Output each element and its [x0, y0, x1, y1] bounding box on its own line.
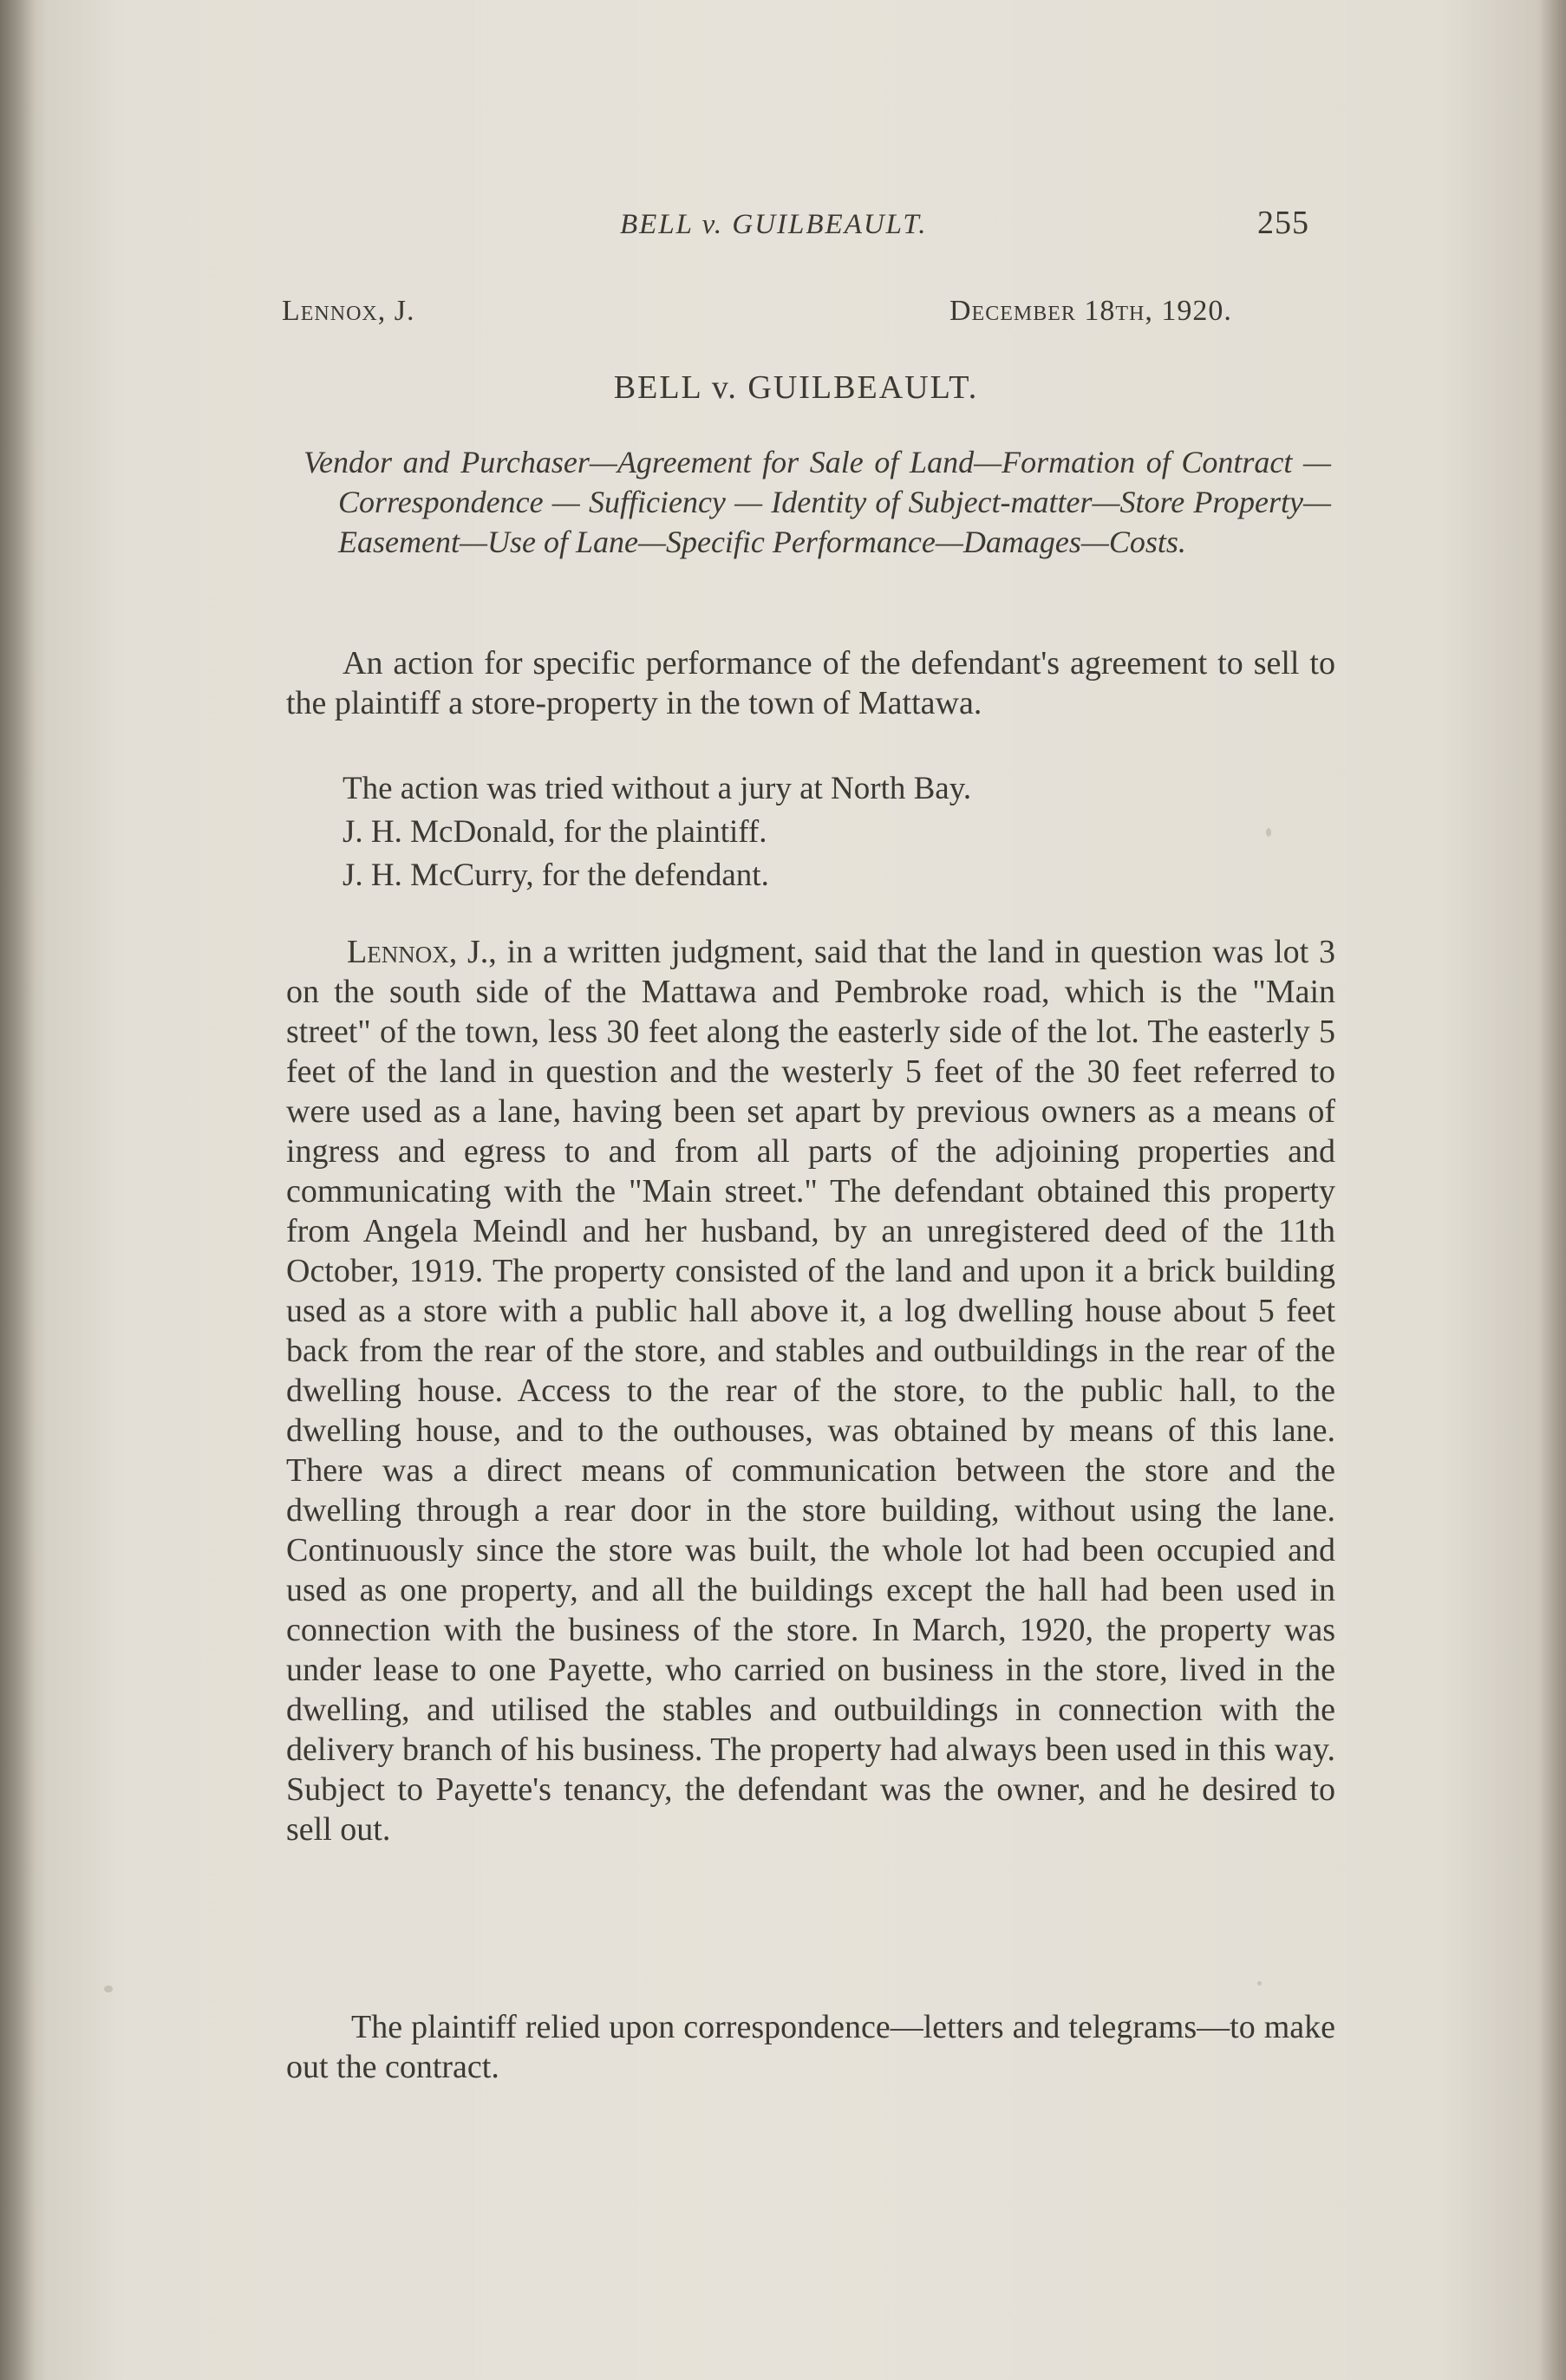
headnote: Vendor and Purchaser—Agreement for Sale of Land—Formation of Contract — Correspondence — Sufficiency — Identity of Subject-matter—Store Property—Easement—Use of Lane—Specific Performance—Damages—Costs. [303, 445, 1331, 559]
page-edge [1540, 0, 1566, 2380]
running-title: BELL v. GUILBEAULT. [620, 209, 928, 240]
defendant-counsel: J. H. McCurry, for the defendant. [343, 857, 769, 893]
judgment-date: December 18th, 1920. [949, 295, 1232, 327]
intro-paragraph: An action for specific performance of the defendant's agreement to sell to the plaintiff a store-property in the town of Mattawa. [286, 645, 1335, 721]
paper-blemish [1266, 828, 1271, 837]
trial-details [343, 767, 1296, 897]
running-head [0, 204, 1566, 247]
case-title: BELL v. GUILBEAULT. [613, 369, 979, 406]
spine-shadow [0, 0, 35, 2380]
judgment-text: , J., in a written judgment, said that the land in question was lot 3 on the south side of the Mattawa and Pembroke road, which is the "Main street" of the town, less 30 feet along the easterly side of the lot. The easterly 5 feet of the land in question and the westerly 5 feet of the 30 feet referred to were used as a lane, having been set apart by previous owners as a means of ingress and egress to and from all parts of the adjoining properties and communicating with the "Main street." The defendant obtained this property from Angela Meindl and her husband, by an unregistered deed of the 11th October, 1919. The property consisted of the land and upon it a brick building used as a store with a public hall above it, a log dwelling house about 5 feet back from the rear of the store, and stables and outbuildings in the rear of the dwelling house. Access to the rear of the store, to the public hall, to the dwelling house, and to the outhouses, was obtained by means of this lane. There was a direct means of communication between the store and the dwelling through a rear door in the store building, without using the lane. Continuously since the store was built, the whole lot had been occupied and used as one property, and all the buildings except the hall had been used in connection with the business of the store. In March, 1920, the property was under lease to one Payette, who carried on business in the store, lived in the dwelling, and utilised the stables and outbuildings in connection with the delivery branch of his business. The property had always been used in this way. Subject to Payette's tenancy, the defendant was the owner, and he desired to sell out. [286, 934, 1335, 1848]
closing-paragraph: The plaintiff relied upon correspondence—letters and telegrams—to make out the contract. [286, 2009, 1335, 2085]
judgment-paragraph [286, 932, 1335, 1849]
judge-name: Lennox, J. [282, 295, 415, 327]
paper-blemish [1257, 1981, 1262, 1986]
plaintiff-counsel: J. H. McDonald, for the plaintiff. [343, 814, 767, 850]
paper-blemish [104, 1986, 113, 1992]
page-number: 255 [1257, 205, 1309, 241]
judgment-judge: Lennox [347, 934, 449, 970]
judgment-meta [0, 295, 1566, 338]
trial-venue: The action was tried without a jury at North Bay. [343, 771, 972, 806]
